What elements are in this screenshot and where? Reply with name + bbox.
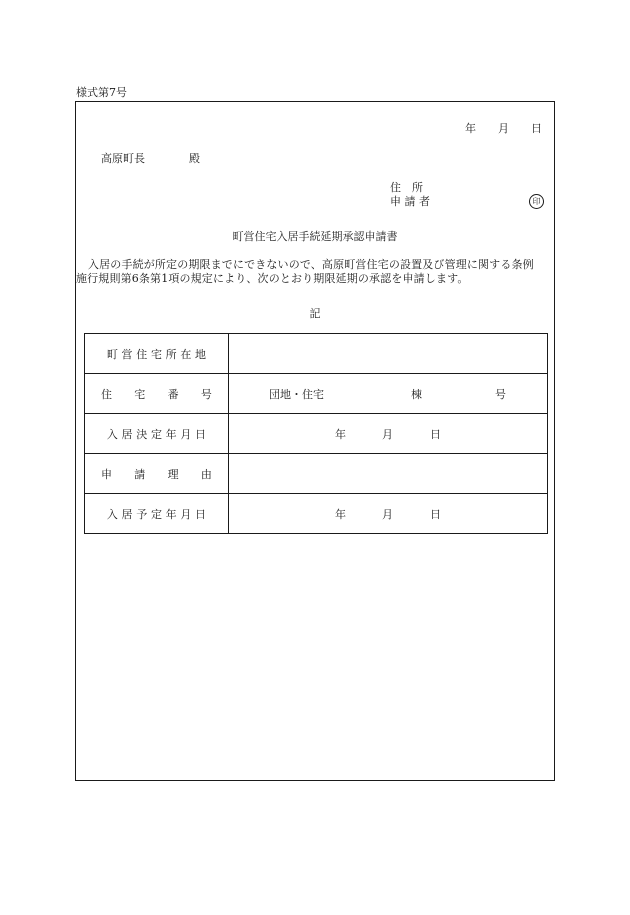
date-month-label: 月: [498, 122, 509, 135]
planned-day-label: 日: [430, 508, 441, 521]
planned-date-field[interactable]: [229, 494, 548, 534]
form-number: 様式第7号: [76, 86, 127, 99]
label-house-number: 住 宅 番 号: [85, 374, 229, 414]
planned-month-label: 月: [382, 508, 393, 521]
decision-month-label: 月: [382, 428, 393, 441]
danchi-label: 団地・住宅: [269, 388, 324, 401]
decision-day-label: 日: [430, 428, 441, 441]
label-location: 町 営 住 宅 所 在 地: [85, 334, 229, 374]
addressee-name: 高原町長: [101, 152, 145, 165]
date-year-label: 年: [465, 122, 476, 135]
body-line: 施行規則第6条第1項の規定により、次のとおり期限延期の承認を申請します。: [76, 272, 469, 285]
table-row: [85, 414, 548, 454]
table-row: [85, 494, 548, 534]
seal-icon: 印: [529, 194, 544, 209]
to-label: 棟: [411, 388, 422, 401]
date-day-label: 日: [531, 122, 542, 135]
details-table: [84, 333, 548, 534]
ki-heading: 記: [309, 307, 321, 320]
table-row: [85, 334, 548, 374]
reason-field[interactable]: [229, 454, 548, 494]
address-label: 住 所: [390, 181, 423, 194]
house-number-field[interactable]: [229, 374, 548, 414]
planned-year-label: 年: [335, 508, 346, 521]
go-label: 号: [495, 388, 506, 401]
label-planned-date: 入 居 予 定 年 月 日: [85, 494, 229, 534]
applicant-block: [390, 181, 430, 209]
table-row: [85, 374, 548, 414]
decision-date-field[interactable]: [229, 414, 548, 454]
table-row: [85, 454, 548, 494]
applicant-label: 申 請 者: [390, 195, 430, 208]
date-line: [465, 120, 542, 136]
form-frame: [75, 101, 555, 781]
label-reason: 申 請 理 由: [85, 454, 229, 494]
label-decision-date: 入 居 決 定 年 月 日: [85, 414, 229, 454]
addressee: [101, 150, 200, 166]
body-line: 入居の手続が所定の期限までにできないので、高原町営住宅の設置及び管理に関する条例: [88, 258, 534, 271]
location-field[interactable]: [229, 334, 548, 374]
addressee-honorific: 殿: [189, 152, 200, 165]
document-title: 町営住宅入居手続延期承認申請書: [232, 230, 398, 243]
body-text: [76, 258, 554, 286]
decision-year-label: 年: [335, 428, 346, 441]
